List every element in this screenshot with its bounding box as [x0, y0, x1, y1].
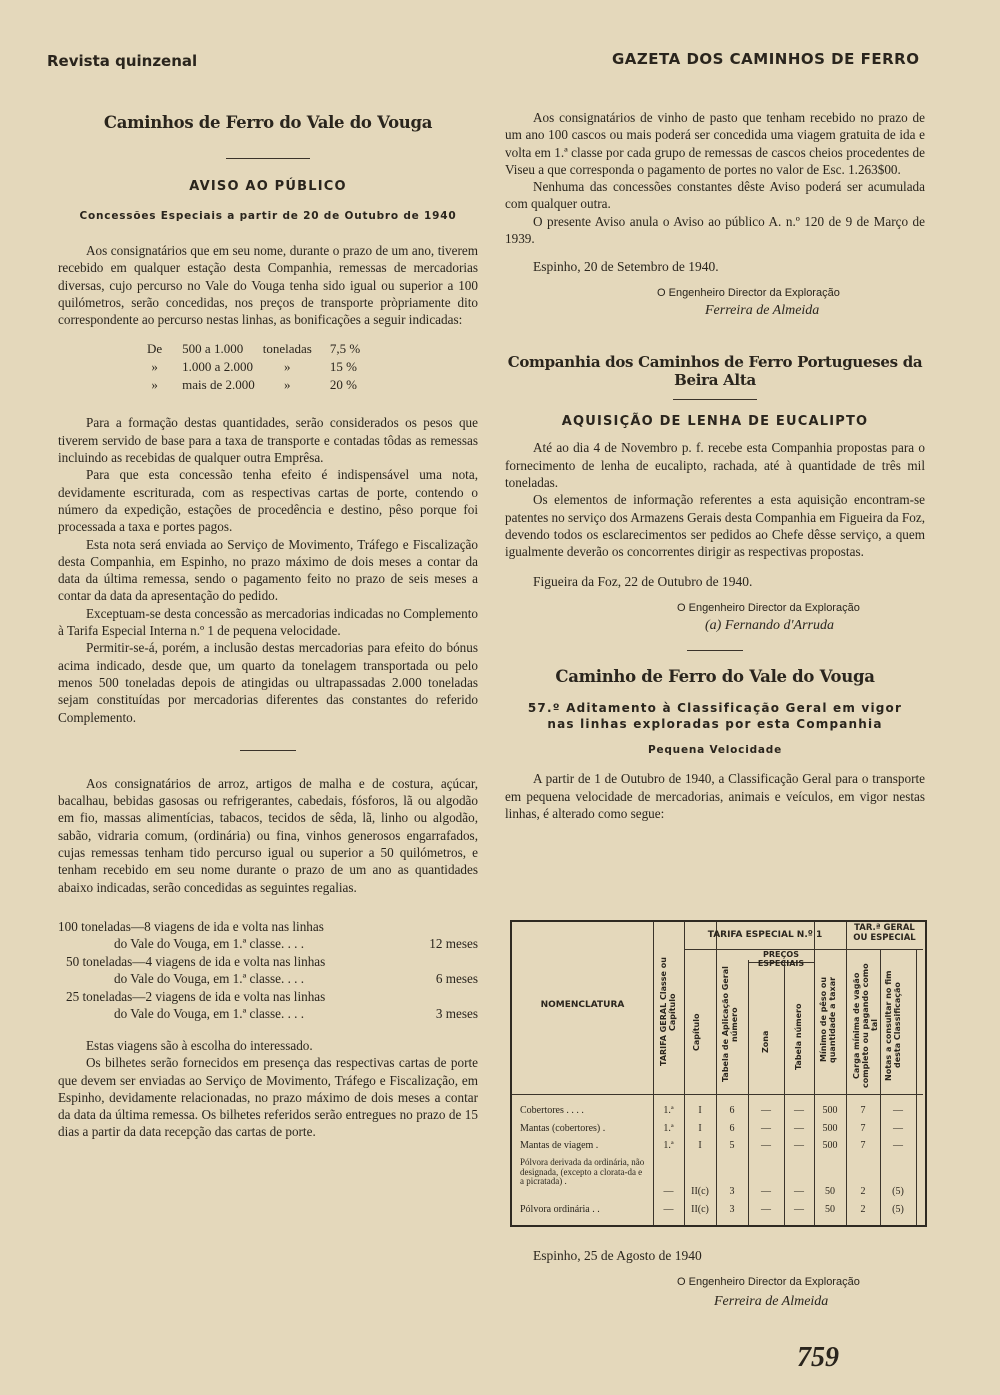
paragraph: Os elementos de informação referentes a esta aquisição encontram-se patentes no serviço dos Armazens Gerais desta Companhia em Figueira da Foz, devendo todos os esclarecimentos ser pedidos ao Chefe dêsse serviço, a quem igualmente deverão os concorrentes dirigir as respectivas propostas.: [505, 492, 925, 560]
company-title-beira-alta: Companhia dos Caminhos de Ferro Portugueses da Beira Alta: [507, 353, 923, 390]
bonus-pct: 7,5 %: [329, 341, 361, 357]
final-body: [58, 1037, 478, 1141]
bonus-row: [143, 358, 364, 376]
company-title-right: Caminho de Ferro do Vale do Vouga: [555, 667, 875, 687]
divider: [687, 650, 743, 651]
trip-line: 100 toneladas—8 viagens de ida e volta nas linhas: [58, 918, 324, 934]
trip-term: 6 meses: [435, 971, 478, 987]
bonus-range: 500 a 1.000: [182, 341, 244, 357]
paragraph: A partir de 1 de Outubro de 1940, a Classificação Geral para o transporte em pequena velocidade de mercadorias, animais e veículos, em vigor nestas linhas, é alterado como segue:: [505, 771, 925, 822]
trip-item: [58, 953, 478, 988]
table-rule: [814, 922, 815, 1225]
table-rule: [846, 949, 923, 950]
trip-line: do Vale do Vouga, em 1.ª classe. . . . 12 meses: [114, 936, 478, 952]
place-date: Espinho, 25 de Agosto de 1940: [533, 1248, 702, 1263]
table-rule: [653, 922, 654, 1225]
trip-line: 25 toneladas—2 viagens de ida e volta nas linhas: [66, 988, 326, 1004]
bonus-unit: toneladas: [262, 341, 312, 357]
table-rule: [716, 922, 717, 1225]
header-tabela-aplicacao: Tabela de Aplicação Geral número: [721, 966, 739, 1083]
paragraph: Nenhuma das concessões constantes dêste Aviso poderá ser acumulada com qualquer outra.: [505, 179, 925, 212]
paragraph: Aos consignatários que em seu nome, durante o prazo de um ano, tiverem recebido em qualquer estação desta Companhia, remessas de mercadorias diversas, cujo percurso no Vale do Vouga tenha sido igual ou superior a 100 quilómetros, serão concedidas, nos preços de transporte pròpriamente dito correspondente ao percurso nestas linhas, as bonificações a seguir indicadas:: [58, 243, 478, 328]
signatory-role: O Engenheiro Director da Exploração: [677, 602, 860, 615]
bonus-prefix: »: [151, 377, 158, 393]
divider: [226, 158, 310, 159]
paragraph: Para que esta concessão tenha efeito é indispensável uma nota, devidamente escriturada, com as respectivas cartas de porte, contendo o número da expedição, estações de procedência e destino, pêso porque foi processada a taxa e portes pagos.: [58, 467, 478, 535]
paragraph: Aos consignatários de arroz, artigos de malha e de costura, açúcar, bacalhau, bebidas gasosas ou refrigerantes, cabedais, fósforos, lã ou algodão em fio, massas alimentícias, tabacos, tecidos de sêda, lã, linho ou algodão, sabão, vidraria comum, (ordinária) ou fina, vinhos generosos engarrafados, cujas remessas tenham tido percurso igual ou superior a 50 quilómetros, e tenham recebido em seu nome durante o prazo de um ano as quantidades abaixo indicadas, serão concedidas as seguintes regalias.: [58, 775, 478, 895]
divider: [240, 750, 296, 751]
paragraph: O presente Aviso anula o Aviso ao público A. n.º 120 de 9 de Março de 1939.: [505, 213, 925, 247]
header-tarifa-geral: TARIFA GERAL Classe ou Capítulo: [659, 957, 677, 1067]
place-date: Figueira da Foz, 22 de Outubro de 1940.: [533, 574, 753, 590]
bonus-row: [143, 340, 364, 358]
bonus-range: mais de 2.000: [182, 377, 255, 393]
aditamento-subtitle: Pequena Velocidade: [647, 744, 783, 757]
notice-subtitle: Concessões Especiais a partir de 20 de Outubro de 1940: [79, 210, 457, 222]
header-tabela-numero: Tabela número: [794, 1003, 803, 1071]
eucalipto-body: [505, 439, 925, 560]
bonus-prefix: De: [147, 341, 163, 357]
signatory-role: O Engenheiro Director da Exploração: [657, 287, 840, 300]
aditamento-title: 57.º Aditamento à Classificação Geral em vigor nas linhas exploradas por esta Companhia: [527, 701, 903, 732]
signatory-name: Ferreira de Almeida: [714, 1294, 829, 1309]
paragraph: Aos consignatários de vinho de pasto que tenham recebido no prazo de um ano 100 cascos ou mais poderá ser concedida uma viagem gratuita de ida e volta em 1.ª classe por cada grupo de remessas de cascos cheios procedentes de Viseu a que corresponda o pagamento de portes no valor de Esc. 1.263$00.: [505, 110, 925, 177]
right-column: [505, 95, 925, 822]
bonus-unit: »: [284, 377, 291, 393]
paragraph: Para a formação destas quantidades, serão considerados os pesos que tiverem servido de base para a taxa de transporte e contadas tôdas as remessas incluindo as recebidas de qualquer outra Emprêsa.: [58, 415, 478, 466]
bonus-unit: »: [284, 359, 291, 375]
trip-line: do Vale do Vouga, em 1.ª classe. . . . 6 meses: [114, 971, 478, 987]
header-zona: Zona: [761, 1030, 770, 1054]
bonus-range: 1.000 a 2.000: [182, 359, 253, 375]
header-tarifa-especial: TARIFA ESPECIAL N.º 1: [707, 930, 823, 940]
table-rule: [684, 922, 685, 1225]
company-title-left: Caminhos de Ferro do Vale do Vouga: [103, 113, 433, 132]
trips-list: [58, 918, 478, 1023]
table-rule: [916, 950, 917, 1225]
header-left: Revista quinzenal: [47, 52, 198, 70]
paragraph: Os bilhetes serão fornecidos em presença das respectivas cartas de porte que devem ser enviadas ao Serviço de Movimento, Tráfego e Fiscalização, em Espinho, devidamente relacionadas, no prazo máximo de dois meses a contar da data da última remessa. Os bilhetes referidos serão entregues no prazo de 15 dias a partir da data recepção das cartas de porte.: [58, 1055, 478, 1140]
paragraph: Permitir-se-á, porém, a inclusão destas mercadorias para efeito do bónus acima indicado, desde que, um quarto da tonelagem transportada ou pelo menos 500 toneladas depois de atingidas ou ultrapassadas 2.000 toneladas sejam constituídas por mercadorias diferentes das constantes do referido Complemento.: [58, 640, 478, 725]
bonus-pct: 20 %: [329, 377, 357, 393]
header-minimo: Mínimo de pêso ou quantidade a taxar: [819, 976, 837, 1063]
bonus-pct: 15 %: [329, 359, 357, 375]
header-nomenclatura: NOMENCLATURA: [540, 1000, 625, 1010]
trip-item: [58, 918, 478, 953]
paragraph: Estas viagens são à escolha do interessado.: [86, 1037, 313, 1053]
aditamento-body: [505, 770, 925, 822]
notice-title: AVISO AO PÚBLICO: [189, 179, 347, 194]
table-rule: [880, 950, 881, 1225]
wine-notice-body: [505, 109, 925, 247]
signatory-name: (a) Fernando d'Arruda: [705, 618, 834, 634]
bonus-row: [143, 376, 364, 394]
paragraph: Exceptuam-se desta concessão as mercadorias indicadas no Complemento à Tarifa Especial Interna n.º 1 de pequena velocidade.: [58, 605, 478, 639]
left-column: [58, 95, 478, 1141]
notice-body: [58, 242, 478, 328]
header-precos-especiais: PREÇOS ESPECIAIS: [757, 950, 805, 968]
bonus-prefix: »: [151, 359, 158, 375]
trip-item: [58, 988, 478, 1023]
signatory-role: O Engenheiro Director da Exploração: [677, 1276, 860, 1288]
trip-term: 3 meses: [435, 1006, 478, 1022]
signatory-name: Ferreira de Almeida: [705, 303, 820, 319]
trip-line: do Vale do Vouga, em 1.ª classe. . . . 3 meses: [114, 1006, 478, 1022]
header-capitulo: Capítulo: [692, 1013, 701, 1051]
notice-title-eucalipto: AQUISIÇÃO DE LENHA DE EUCALIPTO: [561, 414, 869, 430]
header-notas: Notas a consultar no fim desta Classificação: [884, 970, 902, 1081]
header-carga: Carga mínima de vagão completo ou pagando como tal: [852, 963, 879, 1088]
divider: [673, 399, 757, 400]
header-tar-geral-especial: TAR.ª GERAL OU ESPECIAL: [853, 923, 916, 943]
place-date: Espinho, 20 de Setembro de 1940.: [533, 259, 719, 275]
regalias-body: [58, 775, 478, 896]
notice-body-continued: [58, 414, 478, 725]
trip-term: 12 meses: [429, 936, 478, 952]
trip-line: 50 toneladas—4 viagens de ida e volta nas linhas: [66, 953, 326, 969]
table-rule: [846, 922, 847, 1225]
classification-table: NOMENCLATURA TARIFA GERAL Classe ou Capítulo TARIFA ESPECIAL N.º 1 PREÇOS ESPECIAIS TAR.ª GERAL OU ESPECIAL Capítulo Tabela de Aplicação Geral número Zona Tabela número Mínimo de pêso ou quantidade a taxar Carga mínima de vagão completo ou pagando como tal Notas a consultar no fim desta Classificação Cobertores . . . . 1.ª I 6 — — 500 7 — Mantas (cobertores) . 1.ª I 6 — — 500 7 — Mantas de viagem . 1.ª I 5 — — 500 7 — Pólvora derivada da ordinária, não designada, (excepto a clorata-da e a picratada) . — II(c) 3 — — 50 2 (5) Pólvora ordinária . . — II(c) 3 — — 50 2 (5): [510, 920, 927, 1227]
table-rule: [512, 1094, 923, 1095]
bonus-table: [143, 340, 364, 394]
paragraph: Esta nota será enviada ao Serviço de Movimento, Tráfego e Fiscalização desta Companhia, em Espinho, no prazo máximo de dois meses a contar da data da última remessa, sendo o pagamento feito no prazo de seis meses a contar da data da apresentação do pedido.: [58, 536, 478, 604]
page-number: 759: [797, 1342, 839, 1373]
paragraph: Até ao dia 4 de Novembro p. f. recebe esta Companhia propostas para o fornecimento de lenha de eucalipto, rachada, até à quantidade de três mil toneladas.: [505, 440, 925, 490]
header-right: GAZETA DOS CAMINHOS DE FERRO: [612, 50, 920, 68]
